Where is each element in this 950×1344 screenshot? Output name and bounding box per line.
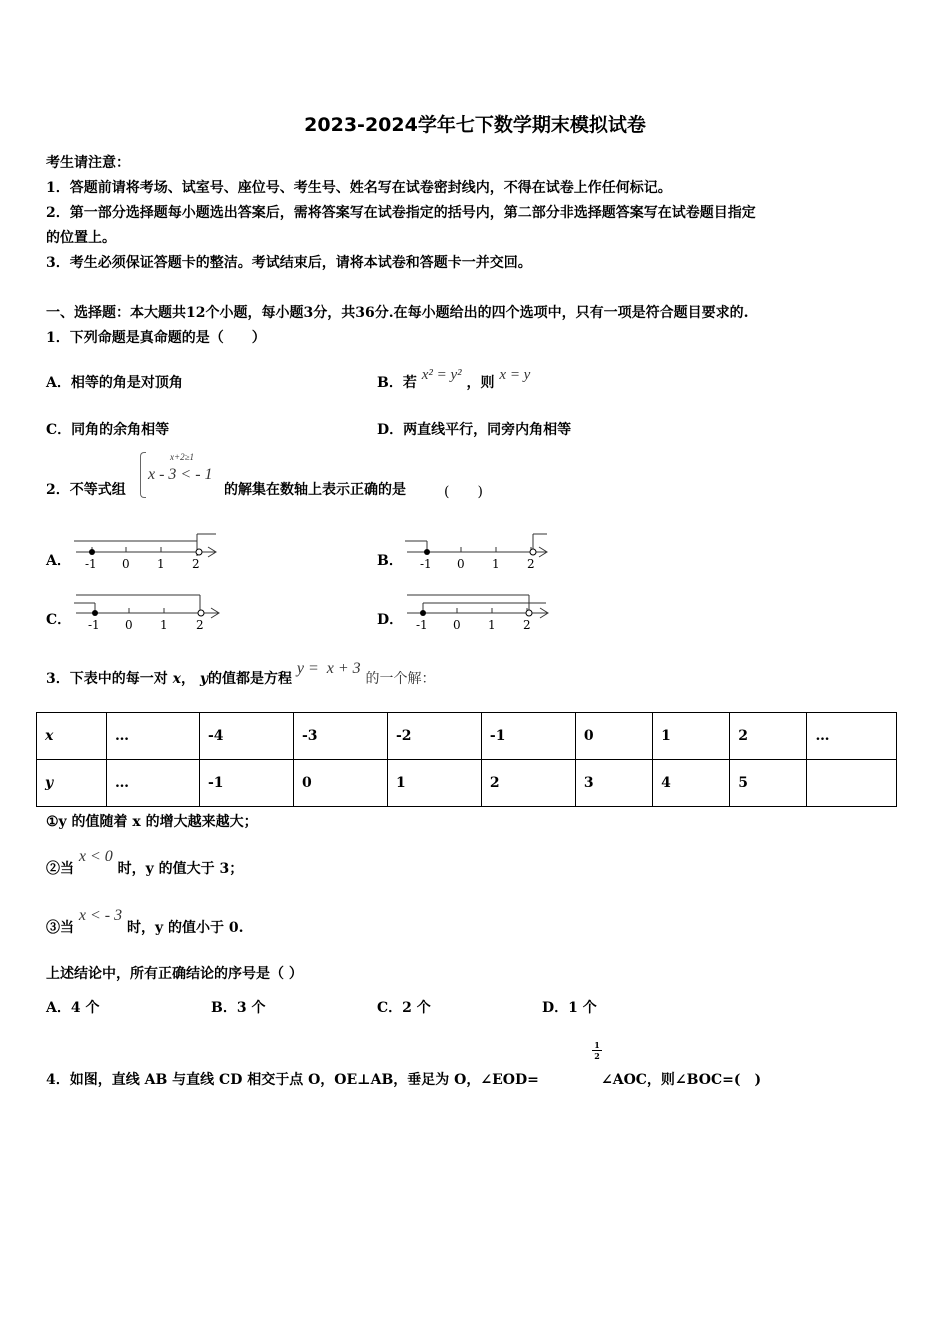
q2-option-d-label[interactable]: D．	[377, 612, 404, 628]
q4-fraction	[592, 1040, 602, 1061]
q3-statement-3-pre: ③当	[46, 920, 74, 936]
svg-text:1: 1	[488, 618, 496, 632]
svg-text:0: 0	[457, 557, 465, 571]
q3-var-x: x	[172, 671, 181, 687]
q2-stem-post: 的解集在数轴上表示正确的是	[224, 482, 406, 498]
q1-option-b-mid: ，则	[466, 375, 495, 391]
q3-stem-mid: 的值都是方程	[208, 671, 292, 687]
q2-paren: ( )	[444, 484, 483, 500]
brace-icon	[140, 452, 146, 498]
q2-option-a-label[interactable]: A．	[46, 553, 71, 569]
q4-fraction-numerator: 1	[592, 1040, 602, 1051]
table-cell: -3	[293, 713, 387, 760]
number-line-b	[401, 530, 561, 576]
table-cell	[807, 760, 897, 807]
number-line-a	[70, 530, 230, 576]
table-cell: …	[807, 713, 897, 760]
q1-stem: 1．下列命题是真命题的是（ ）	[46, 330, 266, 346]
svg-text:2: 2	[192, 557, 200, 571]
table-cell: …	[107, 713, 200, 760]
table-cell: 4	[653, 760, 730, 807]
q4-fraction-denominator: 2	[594, 1051, 600, 1061]
table-cell: 2	[730, 713, 807, 760]
notice-item-3: 3．考生必须保证答题卡的整洁。考试结束后，请将本试卷和答题卡一并交回。	[46, 255, 532, 271]
notice-item-2-cont: 的位置上。	[46, 230, 116, 246]
table-cell: 0	[575, 713, 652, 760]
q3-ask: 上述结论中，所有正确结论的序号是（ ）	[46, 966, 303, 982]
q1-option-b[interactable]	[377, 367, 531, 392]
svg-text:-1: -1	[416, 618, 428, 632]
table-cell: 1	[653, 713, 730, 760]
notice-item-1: 1．答题前请将考场、试室号、座位号、考生号、姓名写在试卷密封线内，不得在试卷上作任何标记。	[46, 180, 672, 196]
q2-stem-pre: 2．不等式组	[46, 482, 126, 498]
q3-statement-2-post: 时，y 的值大于 3；	[117, 861, 244, 877]
q3-comma: ，	[180, 671, 195, 687]
number-line-c	[70, 589, 230, 635]
svg-text:2: 2	[527, 557, 535, 571]
q3-statement-3-post: 时，y 的值小于 0.	[126, 920, 244, 936]
q2-inequality-system	[140, 450, 222, 500]
q3-statement-2-pre: ②当	[46, 861, 74, 877]
q4-stem-pre: 4．如图，直线 AB 与直线 CD 相交于点 O，OE⊥AB，垂足为 O，∠EOD=	[46, 1072, 539, 1088]
q2-inequality-top: x+2≥1	[170, 452, 195, 462]
table-cell: 3	[575, 760, 652, 807]
svg-text:2: 2	[196, 618, 204, 632]
q2-option-b-label[interactable]: B．	[377, 553, 403, 569]
svg-text:-1: -1	[420, 557, 432, 571]
table-cell: 1	[387, 760, 481, 807]
q3-equation: y = x + 3	[296, 660, 361, 677]
svg-text:0: 0	[122, 557, 130, 571]
svg-text:0: 0	[453, 618, 461, 632]
q3-statement-3	[46, 907, 244, 937]
q3-option-c[interactable]: C．2 个	[377, 1000, 431, 1016]
table-row	[37, 760, 897, 807]
table-cell: …	[107, 760, 200, 807]
q1-math-2: x = y	[499, 367, 531, 383]
table-cell: -1	[481, 713, 575, 760]
q3-option-b[interactable]: B．3 个	[211, 1000, 266, 1016]
svg-text:1: 1	[492, 557, 500, 571]
page-title: 2023-2024学年七下数学期末模拟试卷	[304, 114, 646, 136]
table-cell: -1	[200, 760, 294, 807]
q4-stem-post: ∠AOC，则∠BOC=( )	[601, 1072, 762, 1088]
q3-stem-post: 的一个解：	[365, 671, 436, 687]
table-cell: x	[37, 713, 107, 760]
svg-text:0: 0	[125, 618, 133, 632]
table-cell: -2	[387, 713, 481, 760]
q1-option-a[interactable]: A．相等的角是对顶角	[46, 375, 183, 391]
table-cell: 0	[293, 760, 387, 807]
notice-heading: 考生请注意：	[46, 155, 130, 171]
table-row	[37, 713, 897, 760]
values-table	[36, 712, 897, 807]
table-cell: y	[37, 760, 107, 807]
table-cell: -4	[200, 713, 294, 760]
table-cell: 5	[730, 760, 807, 807]
q3-statement-2-math: x < 0	[78, 848, 113, 865]
q2-option-c-label[interactable]: C．	[46, 612, 72, 628]
q1-option-d[interactable]: D．两直线平行，同旁内角相等	[377, 422, 572, 438]
q3-var-y: y	[199, 671, 208, 687]
q3-option-d[interactable]: D．1 个	[542, 1000, 597, 1016]
q3-statement-3-math: x < - 3	[78, 907, 123, 924]
q3-statement-1: ①y 的值随着 x 的增大越来越大；	[46, 814, 258, 830]
svg-text:1: 1	[157, 557, 165, 571]
q1-option-c[interactable]: C．同角的余角相等	[46, 422, 170, 438]
q1-math-1: x² = y²	[421, 367, 462, 383]
q3-statement-2	[46, 848, 244, 878]
section-heading: 一、选择题：本大题共12个小题，每小题3分，共36分.在每小题给出的四个选项中，只有一项是符合题目要求的.	[46, 305, 749, 321]
svg-text:-1: -1	[85, 557, 97, 571]
q3-option-a[interactable]: A．4 个	[46, 1000, 100, 1016]
svg-text:1: 1	[160, 618, 168, 632]
table-cell: 2	[481, 760, 575, 807]
svg-text:2: 2	[523, 618, 531, 632]
q3-stem	[46, 660, 436, 688]
number-line-d	[401, 589, 561, 635]
q2-inequality-bottom: x - 3 < - 1	[148, 466, 213, 483]
notice-item-2: 2．第一部分选择题每小题选出答案后，需将答案写在试卷指定的括号内，第二部分非选择题答案写在试卷题目指定	[46, 205, 756, 221]
q3-stem-pre: 3．下表中的每一对	[46, 671, 168, 687]
svg-text:-1: -1	[88, 618, 100, 632]
q1-option-b-label: B．若	[377, 375, 417, 391]
